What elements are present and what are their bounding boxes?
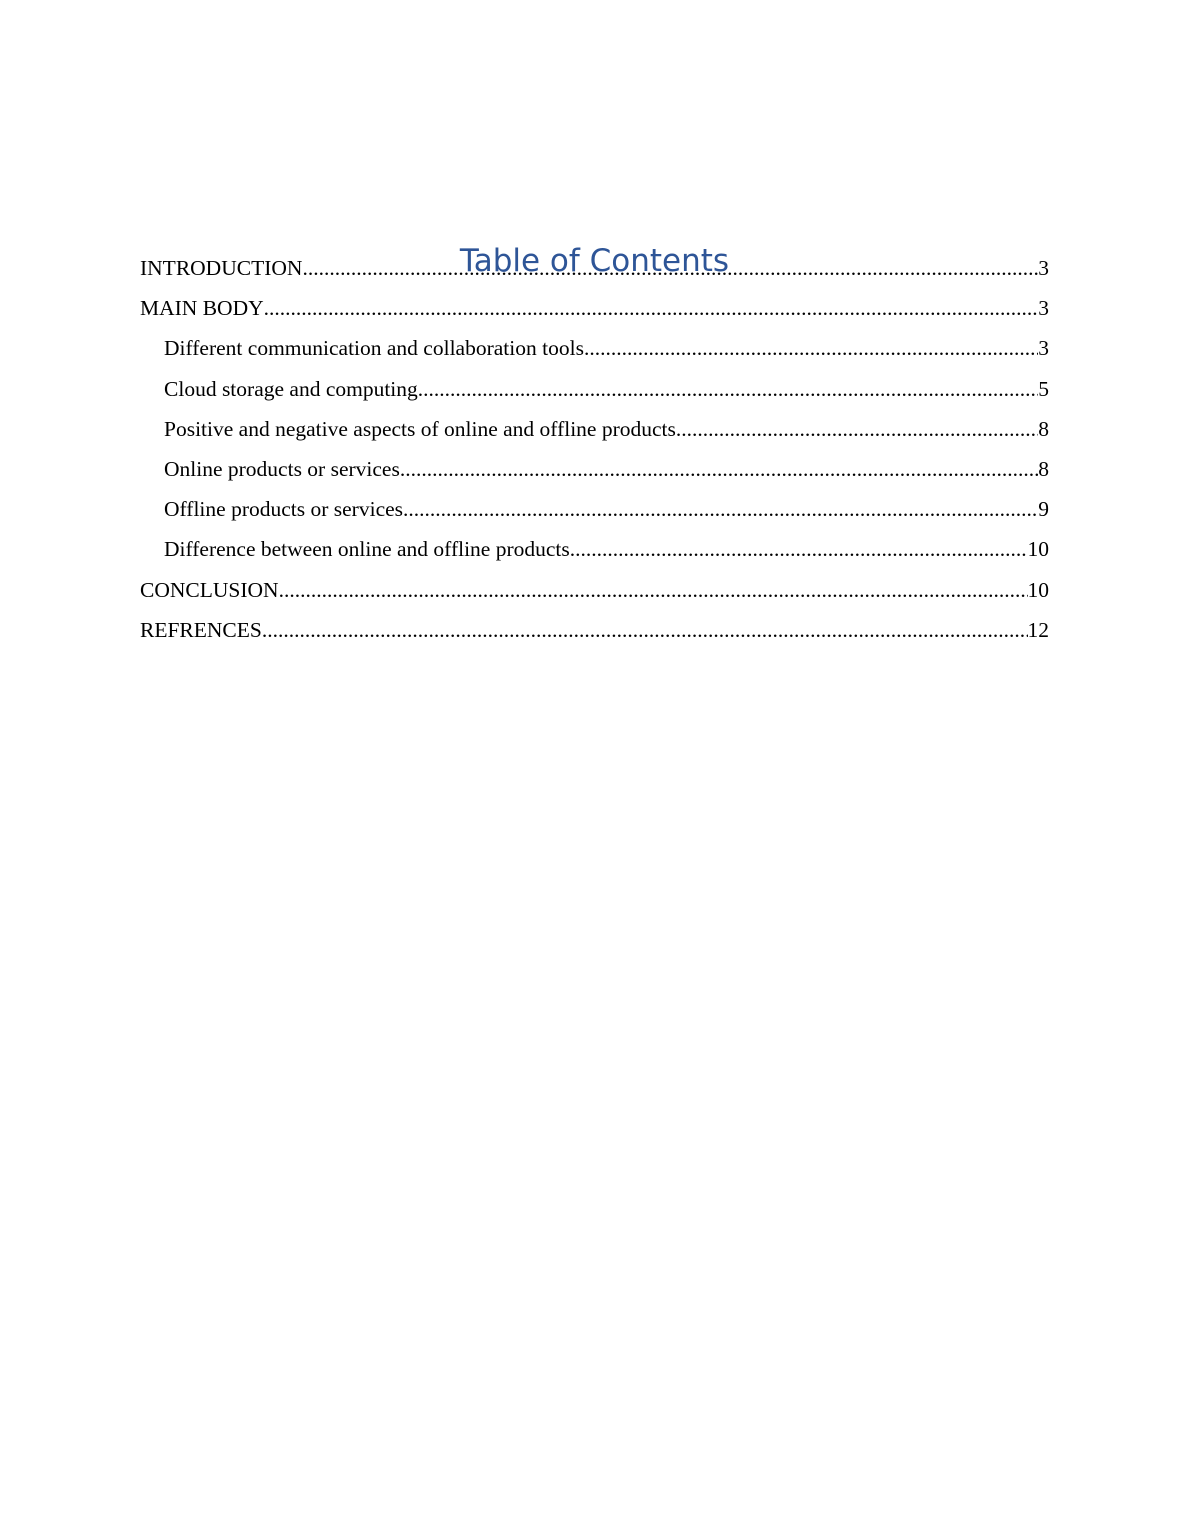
dot-leader [570,537,1028,562]
toc-entry-positive-negative-aspects[interactable] [140,417,1049,457]
toc-entry-offline-products[interactable] [140,497,1049,537]
toc-entry-page: 8 [1038,456,1049,481]
toc-list [140,256,1049,658]
toc-entry-online-products[interactable] [140,457,1049,497]
dot-leader [262,618,1028,643]
toc-entry-page: 10 [1027,537,1049,562]
dot-leader [400,457,1038,482]
dot-leader [403,497,1038,522]
dot-leader [264,296,1039,321]
toc-entry-cloud-storage[interactable] [140,377,1049,417]
toc-title: Table of Contents [459,243,730,279]
toc-entry-page: 3 [1038,256,1049,280]
toc-entry-label: Different communication and collaboration tools [164,336,584,361]
toc-entry-label: Online products or services [164,456,400,481]
toc-entry-page: 3 [1038,336,1049,361]
toc-entry-page: 3 [1038,296,1049,321]
toc-entry-communication-tools[interactable] [140,336,1049,376]
toc-entry-label: REFRENCES [140,617,262,642]
dot-leader [676,417,1038,442]
toc-entry-page: 8 [1038,416,1049,441]
toc-entry-page: 12 [1027,617,1049,642]
toc-entry-label: Difference between online and offline products [164,537,570,562]
dot-leader [279,578,1028,603]
toc-entry-page: 10 [1027,577,1049,602]
toc-entry-conclusion[interactable] [140,578,1049,618]
dot-leader [584,336,1038,361]
toc-entry-label: INTRODUCTION [140,256,303,280]
toc-entry-label: Offline products or services [164,497,404,522]
toc-entry-page: 9 [1038,497,1049,522]
toc-entry-label: Cloud storage and computing [164,376,418,401]
toc-entry-label: CONCLUSION [140,577,279,602]
dot-leader [418,377,1038,402]
toc-entry-references[interactable] [140,618,1049,658]
toc-entry-label: Positive and negative aspects of online and offline products [164,416,676,441]
toc-entry-page: 5 [1038,376,1049,401]
toc-entry-label: MAIN BODY [140,296,264,321]
toc-entry-main-body[interactable] [140,296,1049,336]
toc-entry-difference-online-offline[interactable] [140,537,1049,577]
table-of-contents [140,240,1049,658]
